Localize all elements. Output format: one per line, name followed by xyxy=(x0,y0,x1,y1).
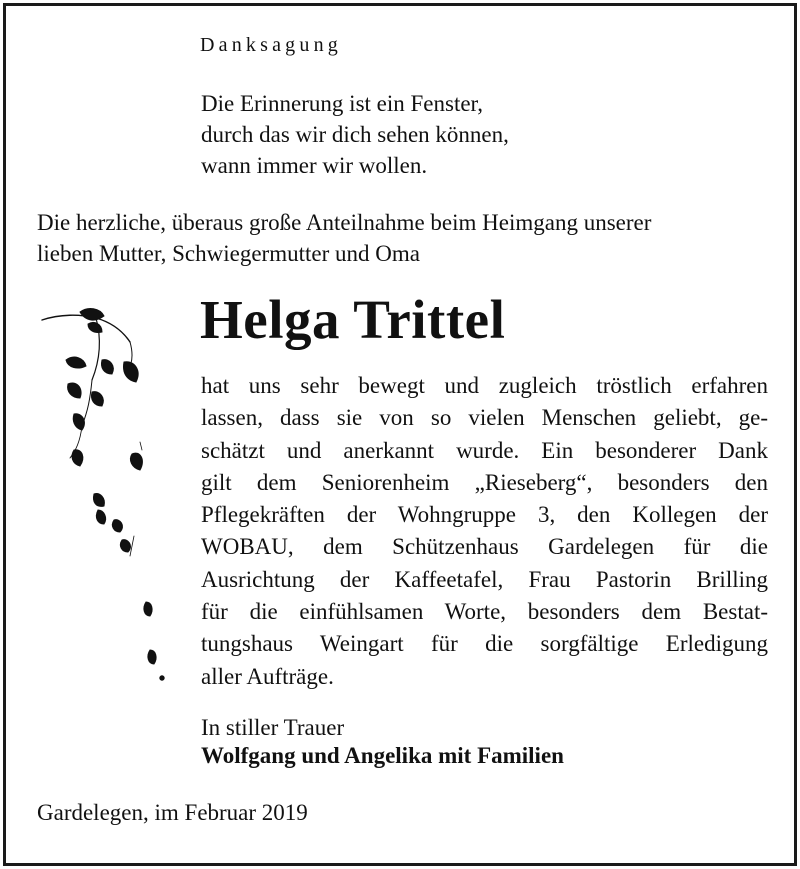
body-line: hat uns sehr bewegt und zugleich tröstlich erfahren xyxy=(201,373,768,398)
quote-line: Die Erinnerung ist ein Fenster, xyxy=(201,91,484,116)
deceased-name: Helga Trittel xyxy=(200,289,506,350)
place-date: Gardelegen, im Februar 2019 xyxy=(37,800,308,825)
quote xyxy=(201,88,509,181)
body-line: Pflegekräften der Wohngruppe 3, den Kollegen der xyxy=(201,502,768,528)
body-line: schätzt und anerkannt wurde. Ein besonderer Dank xyxy=(201,437,768,463)
body-line: lassen, dass sie von so vielen Menschen geliebt, ge- xyxy=(201,405,768,431)
family-signature: Wolfgang und Angelika mit Familien xyxy=(201,743,564,768)
heading: Danksagung xyxy=(200,34,342,56)
quote-line: durch das wir dich sehen können, xyxy=(201,122,509,147)
birch-leaves-branch-icon xyxy=(30,300,170,700)
intro-line: Die herzliche, überaus große Anteilnahme beim Heimgang unserer xyxy=(37,210,652,235)
intro-text xyxy=(37,207,772,269)
body-text xyxy=(201,370,768,693)
body-line: Ausrichtung der Kaffeetafel, Frau Pastorin Brilling xyxy=(201,566,768,592)
body-line: aller Aufträge. xyxy=(201,663,334,689)
mourning-line: In stiller Trauer xyxy=(201,715,345,740)
body-line: für die einfühlsamen Worte, besonders dem Bestat- xyxy=(201,599,768,625)
body-line: tungshaus Weingart für die sorgfältige Erledigung xyxy=(201,631,768,657)
body-line: WOBAU, dem Schützenhaus Gardelegen für die xyxy=(201,534,768,560)
body-line: gilt dem Seniorenheim „Rieseberg“, besonders den xyxy=(201,469,768,495)
quote-line: wann immer wir wollen. xyxy=(201,153,428,178)
intro-line: lieben Mutter, Schwiegermutter und Oma xyxy=(37,241,420,266)
